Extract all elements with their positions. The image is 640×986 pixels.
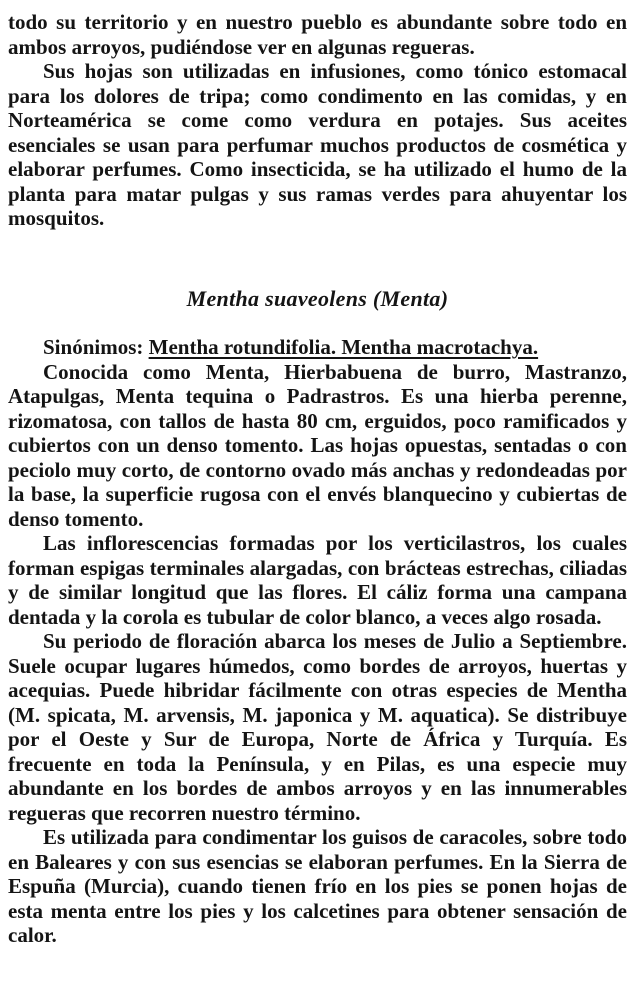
paragraph-culinary-uses: Es utilizada para condimentar los guisos de caracoles, sobre todo en Baleares y con sus esencias se elaboran perfumes. En la Sierra de Espuña (Murcia), cuando tienen frío en los pies se ponen hojas de esta menta entre los pies y los calcetines para obtener sensación de calor. <box>8 825 627 947</box>
synonyms-line <box>8 335 627 360</box>
paragraph-leaf-uses: Sus hojas son utilizadas en infusiones, como tónico estomacal para los dolores de tripa; como condimento en las comidas, y en Norteamérica se come como verdura en potajes. Sus aceites esenciales se usan para perfumar muchos productos de cosmética y elaborar perfumes. Como insecticida, se ha utilizado el humo de la planta para matar pulgas y sus ramas verdes para ahuyentar los mosquitos. <box>8 59 627 230</box>
paragraph-territory-continuation: todo su territorio y en nuestro pueblo es abundante sobre todo en ambos arroyos, pudiéndose ver en algunas regueras. <box>8 10 627 59</box>
paragraph-inflorescences: Las inflorescencias formadas por los verticilastros, los cuales forman espigas terminales alargadas, con brácteas estrechas, ciliadas y de similar longitud que las flores. El cáliz forma una campana dentada y la corola es tubular de color blanco, a veces algo rosada. <box>8 531 627 629</box>
synonyms-value: Mentha rotundifolia. Mentha macrotachya. <box>148 335 539 359</box>
paragraph-flowering-distribution: Su periodo de floración abarca los meses de Julio a Septiembre. Suele ocupar lugares húmedos, como bordes de arroyos, huertas y acequias. Puede hibridar fácilmente con otras especies de Mentha (M. spicata, M. arvensis, M. japonica y M. aquatica). Se distribuye por el Oeste y Sur de Europa, Norte de África y Turquía. Es frecuente en toda la Península, y en Pilas, es una especie muy abundante en los bordes de ambos arroyos y en las innumerables regueras que recorren nuestro término. <box>8 629 627 825</box>
section-heading: Mentha suaveolens (Menta) <box>186 285 449 311</box>
paragraph-description: Conocida como Menta, Hierbabuena de burro, Mastranzo, Atapulgas, Menta tequina o Padrastros. Es una hierba perenne, rizomatosa, con tallos de hasta 80 cm, erguidos, poco ramificados y cubiertos con un denso tomento. Las hojas opuestas, sentadas o con peciolo muy corto, de contorno ovado más anchas y redondeadas por la base, la superficie rugosa con el envés blanquecino y cubiertas de denso tomento. <box>8 359 627 531</box>
synonyms-label: Sinónimos: <box>43 335 149 359</box>
